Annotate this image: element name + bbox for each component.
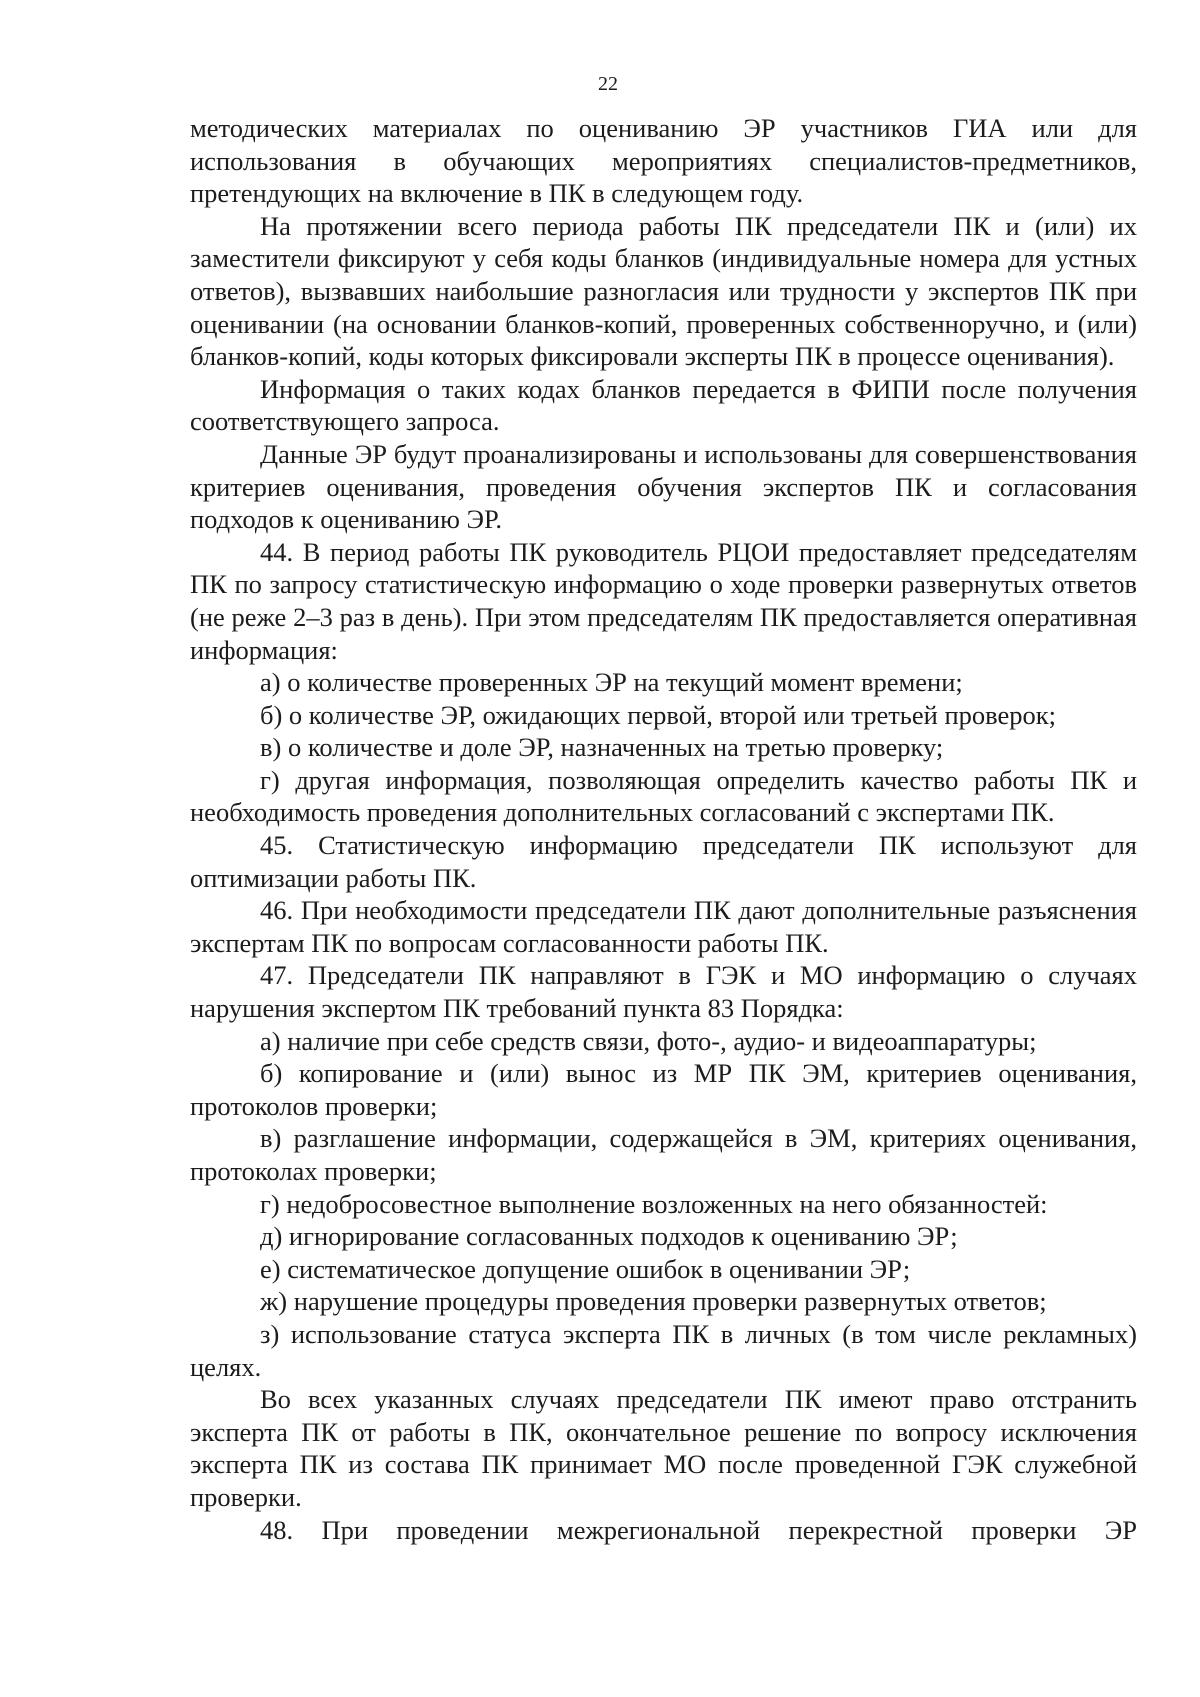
paragraph: а) наличие при себе средств связи, фото-, аудио- и видеоаппаратуры;	[260, 1025, 1037, 1056]
paragraph: а) о количестве проверенных ЭР на текущий момент времени;	[260, 667, 963, 698]
paragraph: 45. Статистическую информацию председатели ПК используют для оптимизации работы ПК.	[190, 830, 1137, 893]
paragraph: Данные ЭР будут проанализированы и использованы для совершенствования критериев оценивания, проведения обучения экспертов ПК и согласования подходов к оцениванию ЭР.	[190, 438, 1137, 535]
paragraph: 47. Председатели ПК направляют в ГЭК и МО информацию о случаях нарушения экспертом ПК требований пункта 83 Порядка:	[190, 960, 1137, 1024]
paragraph: методических материалах по оцениванию ЭР участников ГИА или для использования в обучающих мероприятиях специалистов-предметников, претендующих на включение в ПК в следующем году.	[190, 113, 1137, 209]
paragraph: ж) нарушение процедуры проведения проверки развернутых ответов;	[260, 1286, 1047, 1317]
document-body	[190, 112, 1137, 1546]
paragraph: е) систематическое допущение ошибок в оценивании ЭР;	[260, 1253, 911, 1284]
paragraph: Информация о таких кодах бланков передается в ФИПИ после получения соответствующего запроса.	[190, 373, 1137, 437]
paragraph: в) о количестве и доле ЭР, назначенных на третью проверку;	[260, 732, 944, 763]
paragraph: г) другая информация, позволяющая определить качество работы ПК и необходимость проведения дополнительных согласований с экспертами ПК.	[190, 764, 1137, 828]
paragraph: 48. При проведении межрегиональной перекрестной проверки ЭР	[260, 1514, 1137, 1545]
paragraph: г) недобросовестное выполнение возложенных на него обязанностей:	[260, 1188, 1048, 1219]
paragraph: в) разглашение информации, содержащейся в ЭМ, критериях оценивания, протоколах проверки;	[190, 1123, 1137, 1186]
paragraph: з) использование статуса эксперта ПК в личных (в том числе рекламных) целях.	[190, 1318, 1137, 1382]
paragraph: Во всех указанных случаях председатели ПК имеют право отстранить эксперта ПК от работы в ПК, окончательное решение по вопросу исключения эксперта ПК из состава ПК принимает МО после проведенной ГЭК служебной проверки.	[190, 1384, 1137, 1512]
paragraph: б) о количестве ЭР, ожидающих первой, второй или третьей проверок;	[260, 699, 1056, 730]
paragraph: д) игнорирование согласованных подходов к оцениванию ЭР;	[260, 1221, 958, 1252]
paragraph: 44. В период работы ПК руководитель РЦОИ предоставляет председателям ПК по запросу статистическую информацию о ходе проверки развернутых ответов (не реже 2–3 раз в день). При этом председателям ПК предоставляется оперативная информация:	[190, 536, 1137, 665]
paragraph: б) копирование и (или) вынос из МР ПК ЭМ, критериев оценивания, протоколов проверки;	[190, 1058, 1137, 1121]
page-number: 22	[598, 73, 618, 95]
paragraph: На протяжении всего периода работы ПК председатели ПК и (или) их заместители фиксируют у себя коды бланков (индивидуальные номера для устных ответов), вызвавших наибольшие разногласия или трудности у экспертов ПК при оценивании (на основании бланков-копий, проверенных собственноручно, и (или) бланков-копий, коды которых фиксировали эксперты ПК в процессе оценивания).	[190, 210, 1137, 372]
paragraph: 46. При необходимости председатели ПК дают дополнительные разъяснения экспертам ПК по вопросам согласованности работы ПК.	[190, 895, 1137, 958]
